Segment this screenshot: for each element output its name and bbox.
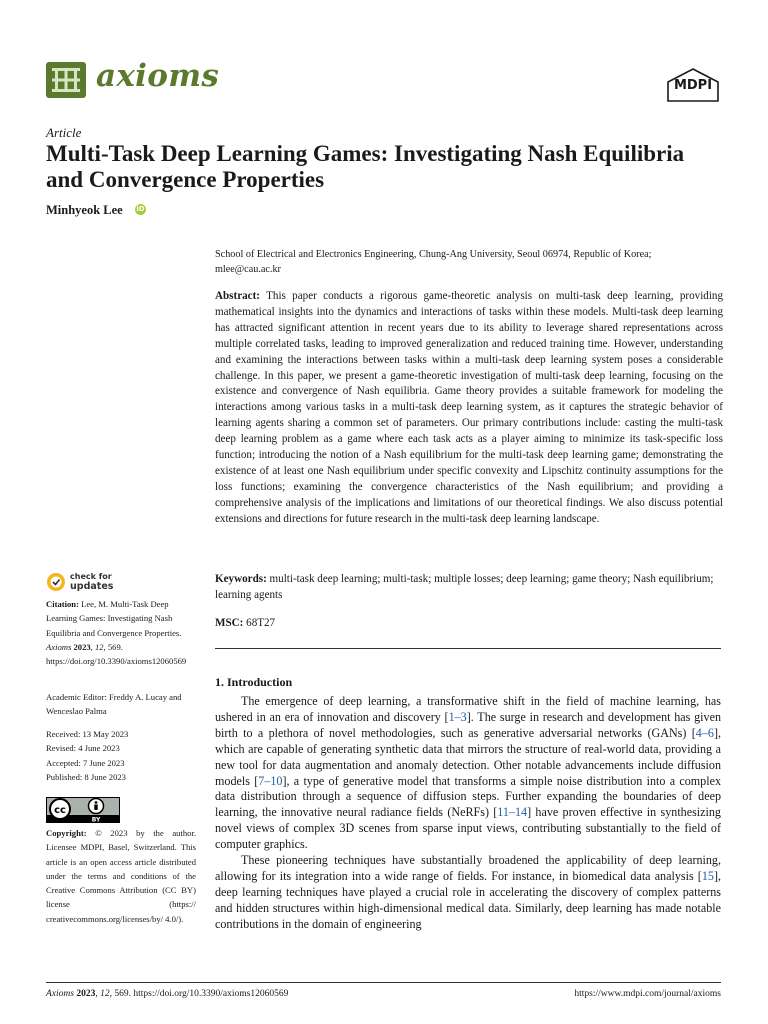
article-title: Multi-Task Deep Learning Games: Investigating Nash Equilibria and Convergence Properties (46, 141, 685, 192)
orcid-icon[interactable]: iD (136, 205, 145, 213)
paragraph: These pioneering techniques have substantially broadened the applicability of deep learning, allowing for its integration into a wide range of fields. For instance, in biomedical data analysis [15], deep learning techniques have played a crucial role in accelerating the discovery of complex patterns and hidden structures within high-dimensional medical data. Similarly, deep learning has made notable contributions in the domain of engineering (215, 853, 721, 931)
citation-link[interactable]: 1–3 (448, 709, 467, 724)
paragraph: The emergence of deep learning, a transformative shift in the field of machine learning, has ushered in an era of innovation and discovery [1–3]. The surge in research and development has given birth to a plethora of novel methodologies, such as generative adversarial networks (GANs) [4–6], which are capable of generating synthetic data that mirrors the structure of real-world data, providing a new tool for data augmentation and anomaly detection. Other notable advancements include diffusion models [7–10], a type of generative model that transforms a simple noise distribution into a complex data distribution through a sequence of diffusion steps. Further expanding the boundaries of deep learning, the innovative neural radiance fields (NeRFs) [11–14] have proven effective in synthesizing novel views of complex 3D scenes from sparse input views, contributing substantially to the field of computer graphics. (215, 694, 721, 852)
check-for-label[interactable]: check for (70, 572, 112, 581)
abstract (215, 289, 723, 528)
footer-citation: Axioms 2023, 12, 569. https://doi.org/10.3390/axioms12060569 (46, 989, 289, 999)
citation-link[interactable]: 15 (701, 868, 714, 883)
msc (215, 617, 275, 629)
citation-link[interactable]: 7–10 (258, 773, 283, 788)
accepted-date: Accepted: 7 June 2023 (46, 757, 125, 768)
publisher-name: MDPI (673, 78, 713, 93)
footer-journal-url[interactable]: https://www.mdpi.com/journal/axioms (574, 989, 721, 999)
author-name: Minhyeok Lee (46, 203, 123, 217)
abstract-text: This paper conducts a rigorous game-theoretic analysis on multi-task deep learning, providing mathematical insights into the dynamics and interactions of tasks within these models. Multi-task deep learning has attracted significant attention in recent years due to its ability to leverage shared representations across multiple correlated tasks, leading to improved generalization and reduced training time. However, understanding and examining the interactions between tasks within a multi-task deep learning system poses a considerable challenge. In this paper, we present a game-theoretic investigation of multi-task deep learning, focusing on the existence and convergence of Nash equilibria. Game theory provides a suitable framework for modeling the interactions among various tasks in a multi-task deep learning system, as it captures the strategic behavior of learning agents sharing a common set of parameters. Our primary contributions include: casting the multi-task deep learning problem as a game where each task acts as a player aiming to minimize its task-specific loss function; introducing the notion of a Nash equilibrium for the multi-task deep learning game; demonstrating the existence of at least one Nash equilibrium under specific convexity and Lipschitz continuity assumptions for the loss functions; examining the convergence characteristics of the Nash equilibrium; and providing a comprehensive analysis of the implications and limitations of our theoretical findings. We also discuss potential extensions and directions for future research in the multi-task deep learning landscape. (215, 290, 724, 525)
svg-text:BY: BY (91, 816, 101, 823)
citation-link[interactable]: 4–6 (695, 725, 714, 740)
received-date: Received: 13 May 2023 (46, 729, 129, 739)
published-date: Published: 8 June 2023 (46, 771, 126, 782)
article-type: Article (46, 125, 82, 140)
section-heading: 1. Introduction (215, 675, 293, 689)
journal-name: axioms (96, 58, 220, 94)
dates-block (46, 727, 196, 784)
axioms-logo-icon (46, 62, 86, 98)
affiliation-email[interactable]: mlee@cau.ac.kr (215, 264, 281, 275)
copyright-block: Copyright: © 2023 by the author. Licensee MDPI, Basel, Switzerland. This article is an open access article distributed under the terms and conditions of the Creative Commons Attribution (CC BY) license (https:// creativecommons.org/licenses/by/ 4.0/). (46, 828, 196, 924)
check-for-updates-icon[interactable] (46, 572, 66, 592)
revised-date: Revised: 4 June 2023 (46, 743, 120, 754)
msc-text: 68T27 (246, 617, 276, 629)
svg-text:cc: cc (54, 805, 66, 816)
citation-link[interactable]: 11–14 (497, 805, 528, 820)
affiliation-text: School of Electrical and Electronics Engineering, Chung-Ang University, Seoul 06974, Republic of Korea; (215, 249, 652, 260)
divider (215, 648, 721, 649)
msc-label: MSC: (215, 617, 244, 629)
footer-divider (46, 982, 721, 983)
affiliation (215, 247, 725, 277)
academic-editor: Academic Editor: Freddy A. Lucay and Wenceslao Palma (46, 692, 182, 717)
abstract-label: Abstract: (215, 290, 260, 302)
journal-logo (46, 62, 86, 98)
keywords (215, 572, 723, 604)
introduction-body (215, 694, 721, 933)
keywords-label: Keywords: (215, 573, 267, 585)
citation-block: Citation: Lee, M. Multi-Task Deep Learning Games: Investigating Nash Equilibria and Convergence Properties. Axioms 2023, 12, 569. https://doi.org/10.3390/axioms12060569 (46, 599, 187, 667)
updates-label[interactable]: updates (70, 581, 114, 592)
cc-by-license-icon[interactable] (46, 797, 120, 823)
keywords-text: multi-task deep learning; multi-task; multiple losses; deep learning; game theory; Nash equilibrium; learning agents (215, 573, 714, 601)
